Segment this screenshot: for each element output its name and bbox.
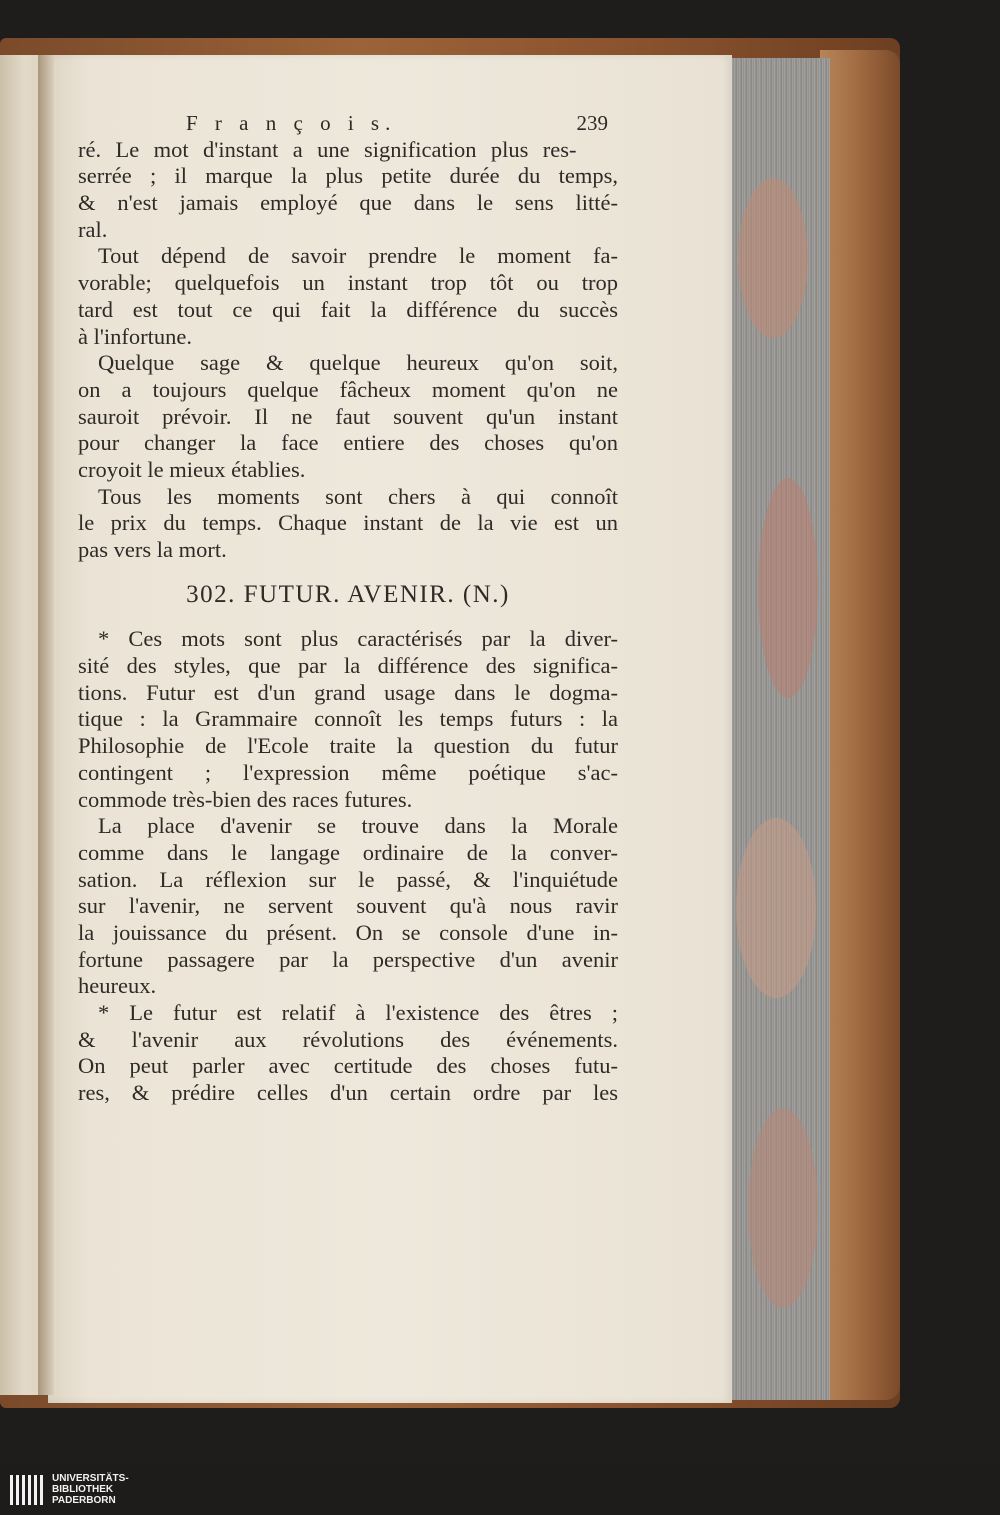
text-line: tique : la Grammaire connoît les temps futurs : la [78,706,618,732]
text-line: vorable; quelquefois un instant trop tôt ou trop [78,270,618,296]
text-line: ré. Le mot d'instant a une signification plus res- [78,136,577,162]
text-line: à l'infortune. [78,323,193,349]
text-line: Quelque sage & quelque heureux qu'on soit, [98,350,618,376]
text-line: sauroit prévoir. Il ne faut souvent qu'un instant [78,403,618,429]
gutter [38,55,54,1395]
text-line: croyoit le mieux établies. [78,456,306,482]
logo-line-1: UNIVERSITÄTS- [52,1473,129,1484]
cover-edge [820,50,900,1400]
text-line: & l'avenir aux révolutions des événements. [78,1026,618,1052]
text-line: * Le futur est relatif à l'existence des êtres ; [98,1000,618,1025]
footer-bar [0,1465,1000,1515]
logo-line-3: PADERBORN [52,1495,116,1506]
text-line: on a toujours quelque fâcheux moment qu'on ne [78,376,618,402]
text-line: La place d'avenir se trouve dans la Morale [98,813,618,839]
text-line: tions. Futur est d'un grand usage dans le dogma- [78,679,618,705]
page-text [78,110,618,1107]
text-line: la jouissance du présent. On se console d'une in- [78,919,618,945]
library-logo-icon [10,1475,46,1505]
text-line: Philosophie de l'Ecole traite la question du futur [78,733,618,759]
text-line: contingent ; l'expression même poétique s'ac- [78,759,618,785]
text-line: comme dans le langage ordinaire de la conver- [78,839,618,865]
text-line: ral. [78,216,108,242]
text-line: * Ces mots sont plus caractérisés par la diver- [98,626,618,652]
text-line: pas vers la mort. [78,537,227,562]
text-line: fortune passagere par la perspective d'un avenir [78,946,618,972]
text-line: le prix du temps. Chaque instant de la vie est un [78,510,618,536]
logo-line-2: BIBLIOTHEK [52,1484,114,1495]
page-block-edge [728,58,830,1400]
spacer [78,608,618,626]
text-line: & n'est jamais employé que dans le sens litté- [78,190,618,216]
spacer [78,564,618,582]
text-line: res, & prédire celles d'un certain ordre par les [78,1080,618,1106]
text-line: tard est tout ce qui fait la différence du succès [78,296,618,322]
text-line: Tout dépend de savoir prendre le moment fa- [98,243,618,269]
text-line: commode très-bien des races futures. [78,786,413,812]
text-line: sation. La réflexion sur le passé, & l'inquiétude [78,866,618,892]
section-heading: 302. FUTUR. AVENIR. (N.) [186,580,510,608]
text-line: sur l'avenir, ne servent souvent qu'à nous ravir [78,893,618,919]
running-head [78,110,618,137]
text-lines [78,137,618,1107]
text-line: pour changer la face entiere des choses qu'on [78,430,618,456]
running-head-title: F r a n ç o i s. [186,111,397,135]
text-line: sité des styles, que par la différence des significa- [78,653,618,679]
text-line: On peut parler avec certitude des choses futu- [78,1053,618,1079]
page-number: 239 [576,111,608,135]
text-line: serrée ; il marque la plus petite durée du temps, [78,163,618,189]
text-line: heureux. [78,973,157,999]
text-line: Tous les moments sont chers à qui connoît [98,483,618,509]
library-logo-text [52,1473,129,1506]
